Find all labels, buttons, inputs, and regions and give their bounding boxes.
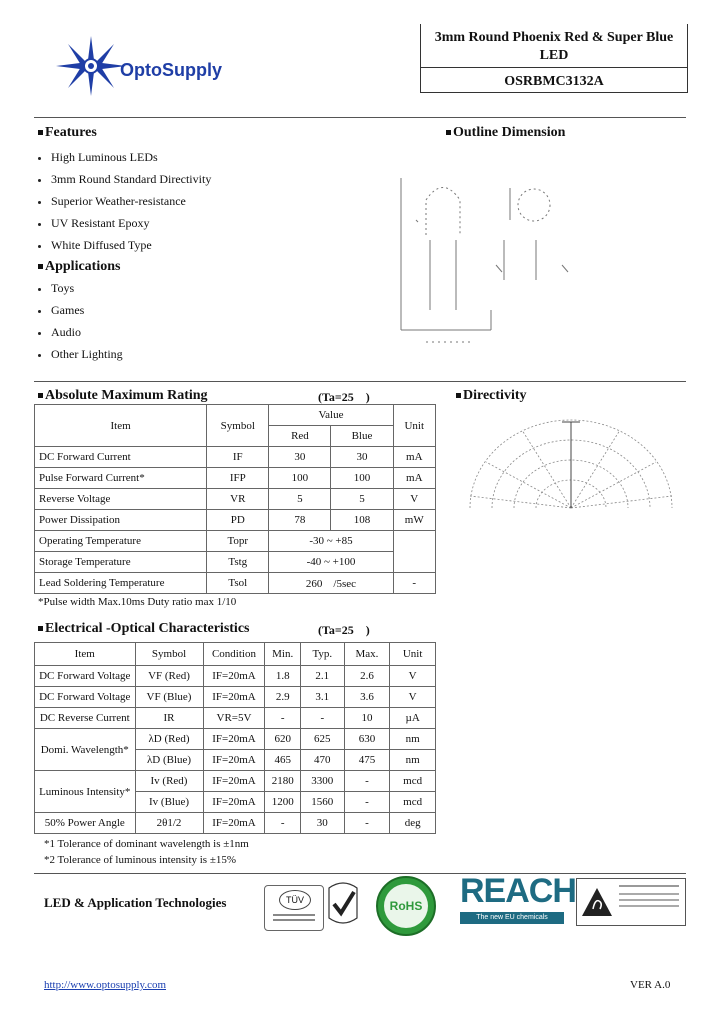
cell-min: 465 <box>265 750 301 771</box>
cell-typ: 625 <box>300 729 344 750</box>
cell-unit: mW <box>393 510 435 531</box>
cell-symbol: IF <box>207 447 269 468</box>
cell-unit: mA <box>393 447 435 468</box>
cell-blue: 5 <box>331 489 393 510</box>
reach-subtext: The new EU chemicals legislation <box>460 912 564 924</box>
table-row <box>35 771 436 792</box>
pulse-note: *Pulse width Max.10ms Duty ratio max 1/10 <box>38 596 237 608</box>
cell-symbol: VR <box>207 489 269 510</box>
table-row <box>35 666 436 687</box>
cell-item: DC Forward Voltage <box>35 687 136 708</box>
abs-max-table <box>34 404 436 594</box>
cell-typ: 2.1 <box>300 666 344 687</box>
cell-symbol: Tstg <box>207 552 269 573</box>
check-mark-icon <box>326 880 360 928</box>
brand-logo-text: OptoSupply <box>120 60 222 80</box>
table-row <box>35 489 436 510</box>
cell-unit: nm <box>390 750 436 771</box>
table-row <box>35 813 436 834</box>
table-row <box>35 531 436 552</box>
cell-item: 50% Power Angle <box>35 813 136 834</box>
cell-min: 1.8 <box>265 666 301 687</box>
cell-item: Domi. Wavelength* <box>35 729 136 771</box>
cell-unit: V <box>390 666 436 687</box>
header-symbol: Symbol <box>135 643 203 666</box>
cell-max: 2.6 <box>344 666 390 687</box>
cell-min: 2.9 <box>265 687 301 708</box>
applications-heading: Applications <box>38 259 120 275</box>
outline-dimension-drawing <box>396 160 586 350</box>
features-heading: Features <box>38 125 97 141</box>
eo-condition: (Ta=25 ) <box>318 623 370 637</box>
cell-unit: - <box>393 573 435 594</box>
header-unit: Unit <box>393 405 435 447</box>
website-link[interactable]: http://www.optosupply.com <box>44 979 167 991</box>
cell-typ: 3300 <box>300 771 344 792</box>
tolerance-note-1: *1 Tolerance of dominant wavelength is ±1nm <box>44 838 249 850</box>
tuv-badge <box>264 885 324 931</box>
cell-symbol: VF (Red) <box>135 666 203 687</box>
cell-symbol: IR <box>135 708 203 729</box>
cell-condition: IF=20mA <box>203 813 265 834</box>
table-row <box>35 510 436 531</box>
eo-table <box>34 642 436 834</box>
feature-item: UV Resistant Epoxy <box>38 216 149 231</box>
table-header-row <box>35 643 436 666</box>
cell-max: - <box>344 771 390 792</box>
cell-typ: 470 <box>300 750 344 771</box>
feature-item: High Luminous LEDs <box>38 150 158 165</box>
reach-text: REACH <box>460 872 576 910</box>
cell-symbol: Tsol <box>207 573 269 594</box>
cell-item: Lead Soldering Temperature <box>35 573 207 594</box>
header-min: Min. <box>265 643 301 666</box>
abs-max-heading: Absolute Maximum Rating <box>38 388 208 404</box>
cell-condition: IF=20mA <box>203 750 265 771</box>
product-title-line1: 3mm Round Phoenix Red & Super Blue <box>434 30 674 45</box>
cell-unit: nm <box>390 729 436 750</box>
title-divider <box>421 67 687 68</box>
table-row <box>35 573 436 594</box>
application-item: Games <box>38 303 84 318</box>
cell-symbol: PD <box>207 510 269 531</box>
header-max: Max. <box>344 643 390 666</box>
table-row <box>35 552 436 573</box>
table-row <box>35 687 436 708</box>
cell-symbol: 2θ1/2 <box>135 813 203 834</box>
application-item: Other Lighting <box>38 347 123 362</box>
cell-value: 260 /5sec <box>269 573 393 594</box>
cell-typ: 3.1 <box>300 687 344 708</box>
cell-item: Storage Temperature <box>35 552 207 573</box>
rohs-badge-text: RoHS <box>384 884 428 928</box>
cell-symbol: Topr <box>207 531 269 552</box>
cell-condition: IF=20mA <box>203 687 265 708</box>
product-title-line2: LED <box>539 48 569 63</box>
cell-condition: IF=20mA <box>203 729 265 750</box>
header-red: Red <box>269 426 331 447</box>
header-condition: Condition <box>203 643 265 666</box>
cell-symbol: VF (Blue) <box>135 687 203 708</box>
cell-condition: IF=20mA <box>203 771 265 792</box>
cell-unit: mcd <box>390 771 436 792</box>
application-item: Audio <box>38 325 81 340</box>
header-item: Item <box>35 643 136 666</box>
cell-blue: 100 <box>331 468 393 489</box>
cell-symbol: Iv (Red) <box>135 771 203 792</box>
cell-typ: 30 <box>300 813 344 834</box>
cell-max: - <box>344 813 390 834</box>
cell-min: - <box>265 813 301 834</box>
rohs-badge <box>376 876 436 936</box>
header-blue: Blue <box>331 426 393 447</box>
part-number: OSRBMC3132A <box>504 74 604 89</box>
cell-value: -40 ~ +100 <box>269 552 393 573</box>
cell-condition: IF=20mA <box>203 666 265 687</box>
feature-item: Superior Weather-resistance <box>38 194 186 209</box>
cell-item: Power Dissipation <box>35 510 207 531</box>
cell-max: 10 <box>344 708 390 729</box>
cell-red: 5 <box>269 489 331 510</box>
cell-item: Pulse Forward Current* <box>35 468 207 489</box>
table-row <box>35 447 436 468</box>
header-symbol: Symbol <box>207 405 269 447</box>
abs-max-condition: (Ta=25 ) <box>318 390 370 404</box>
cell-typ: 1560 <box>300 792 344 813</box>
cell-item: DC Forward Current <box>35 447 207 468</box>
cell-item: DC Reverse Current <box>35 708 136 729</box>
cell-blue: 30 <box>331 447 393 468</box>
feature-item: 3mm Round Standard Directivity <box>38 172 211 187</box>
cell-symbol: λD (Blue) <box>135 750 203 771</box>
cell-red: 100 <box>269 468 331 489</box>
cell-min: 2180 <box>265 771 301 792</box>
cell-min: - <box>265 708 301 729</box>
tuv-badge-text: TÜV <box>279 890 311 910</box>
table-row <box>35 729 436 750</box>
reach-badge <box>460 872 576 933</box>
cell-condition: VR=5V <box>203 708 265 729</box>
cell-item: Reverse Voltage <box>35 489 207 510</box>
mid-rule <box>34 381 686 382</box>
cell-unit: µA <box>390 708 436 729</box>
cell-unit <box>393 531 435 573</box>
header-item: Item <box>35 405 207 447</box>
cell-unit: mA <box>393 468 435 489</box>
esd-warning-icon <box>581 887 613 917</box>
cell-max: 3.6 <box>344 687 390 708</box>
outline-dimension-heading: Outline Dimension <box>446 125 565 141</box>
footer-rule <box>34 873 686 874</box>
logo-star-icon <box>56 36 126 96</box>
cell-max: - <box>344 792 390 813</box>
cell-unit: V <box>393 489 435 510</box>
esd-attention-badge <box>576 878 686 926</box>
company-tagline: LED & Application Technologies <box>44 895 227 910</box>
table-row <box>35 708 436 729</box>
cell-min: 620 <box>265 729 301 750</box>
cell-condition: IF=20mA <box>203 792 265 813</box>
cell-blue: 108 <box>331 510 393 531</box>
cell-max: 630 <box>344 729 390 750</box>
cell-unit: V <box>390 687 436 708</box>
table-row <box>35 468 436 489</box>
header-typ: Typ. <box>300 643 344 666</box>
cell-unit: deg <box>390 813 436 834</box>
application-item: Toys <box>38 281 74 296</box>
header-value: Value <box>269 405 393 426</box>
eo-heading: Electrical -Optical Characteristics <box>38 621 249 637</box>
cell-value: -30 ~ +85 <box>269 531 393 552</box>
cell-red: 78 <box>269 510 331 531</box>
cell-symbol: IFP <box>207 468 269 489</box>
directivity-diagram <box>462 418 680 510</box>
cell-max: 475 <box>344 750 390 771</box>
cell-symbol: Iv (Blue) <box>135 792 203 813</box>
cell-typ: - <box>300 708 344 729</box>
header-unit: Unit <box>390 643 436 666</box>
cell-item: Operating Temperature <box>35 531 207 552</box>
cell-item: Luminous Intensity* <box>35 771 136 813</box>
version-label: VER A.0 <box>630 979 671 991</box>
cell-unit: mcd <box>390 792 436 813</box>
cell-item: DC Forward Voltage <box>35 666 136 687</box>
cell-min: 1200 <box>265 792 301 813</box>
cell-symbol: λD (Red) <box>135 729 203 750</box>
top-rule <box>34 117 686 118</box>
title-box <box>420 24 688 93</box>
cell-red: 30 <box>269 447 331 468</box>
feature-item: White Diffused Type <box>38 238 152 253</box>
directivity-heading: Directivity <box>456 388 527 404</box>
tolerance-note-2: *2 Tolerance of luminous intensity is ±15% <box>44 854 237 866</box>
